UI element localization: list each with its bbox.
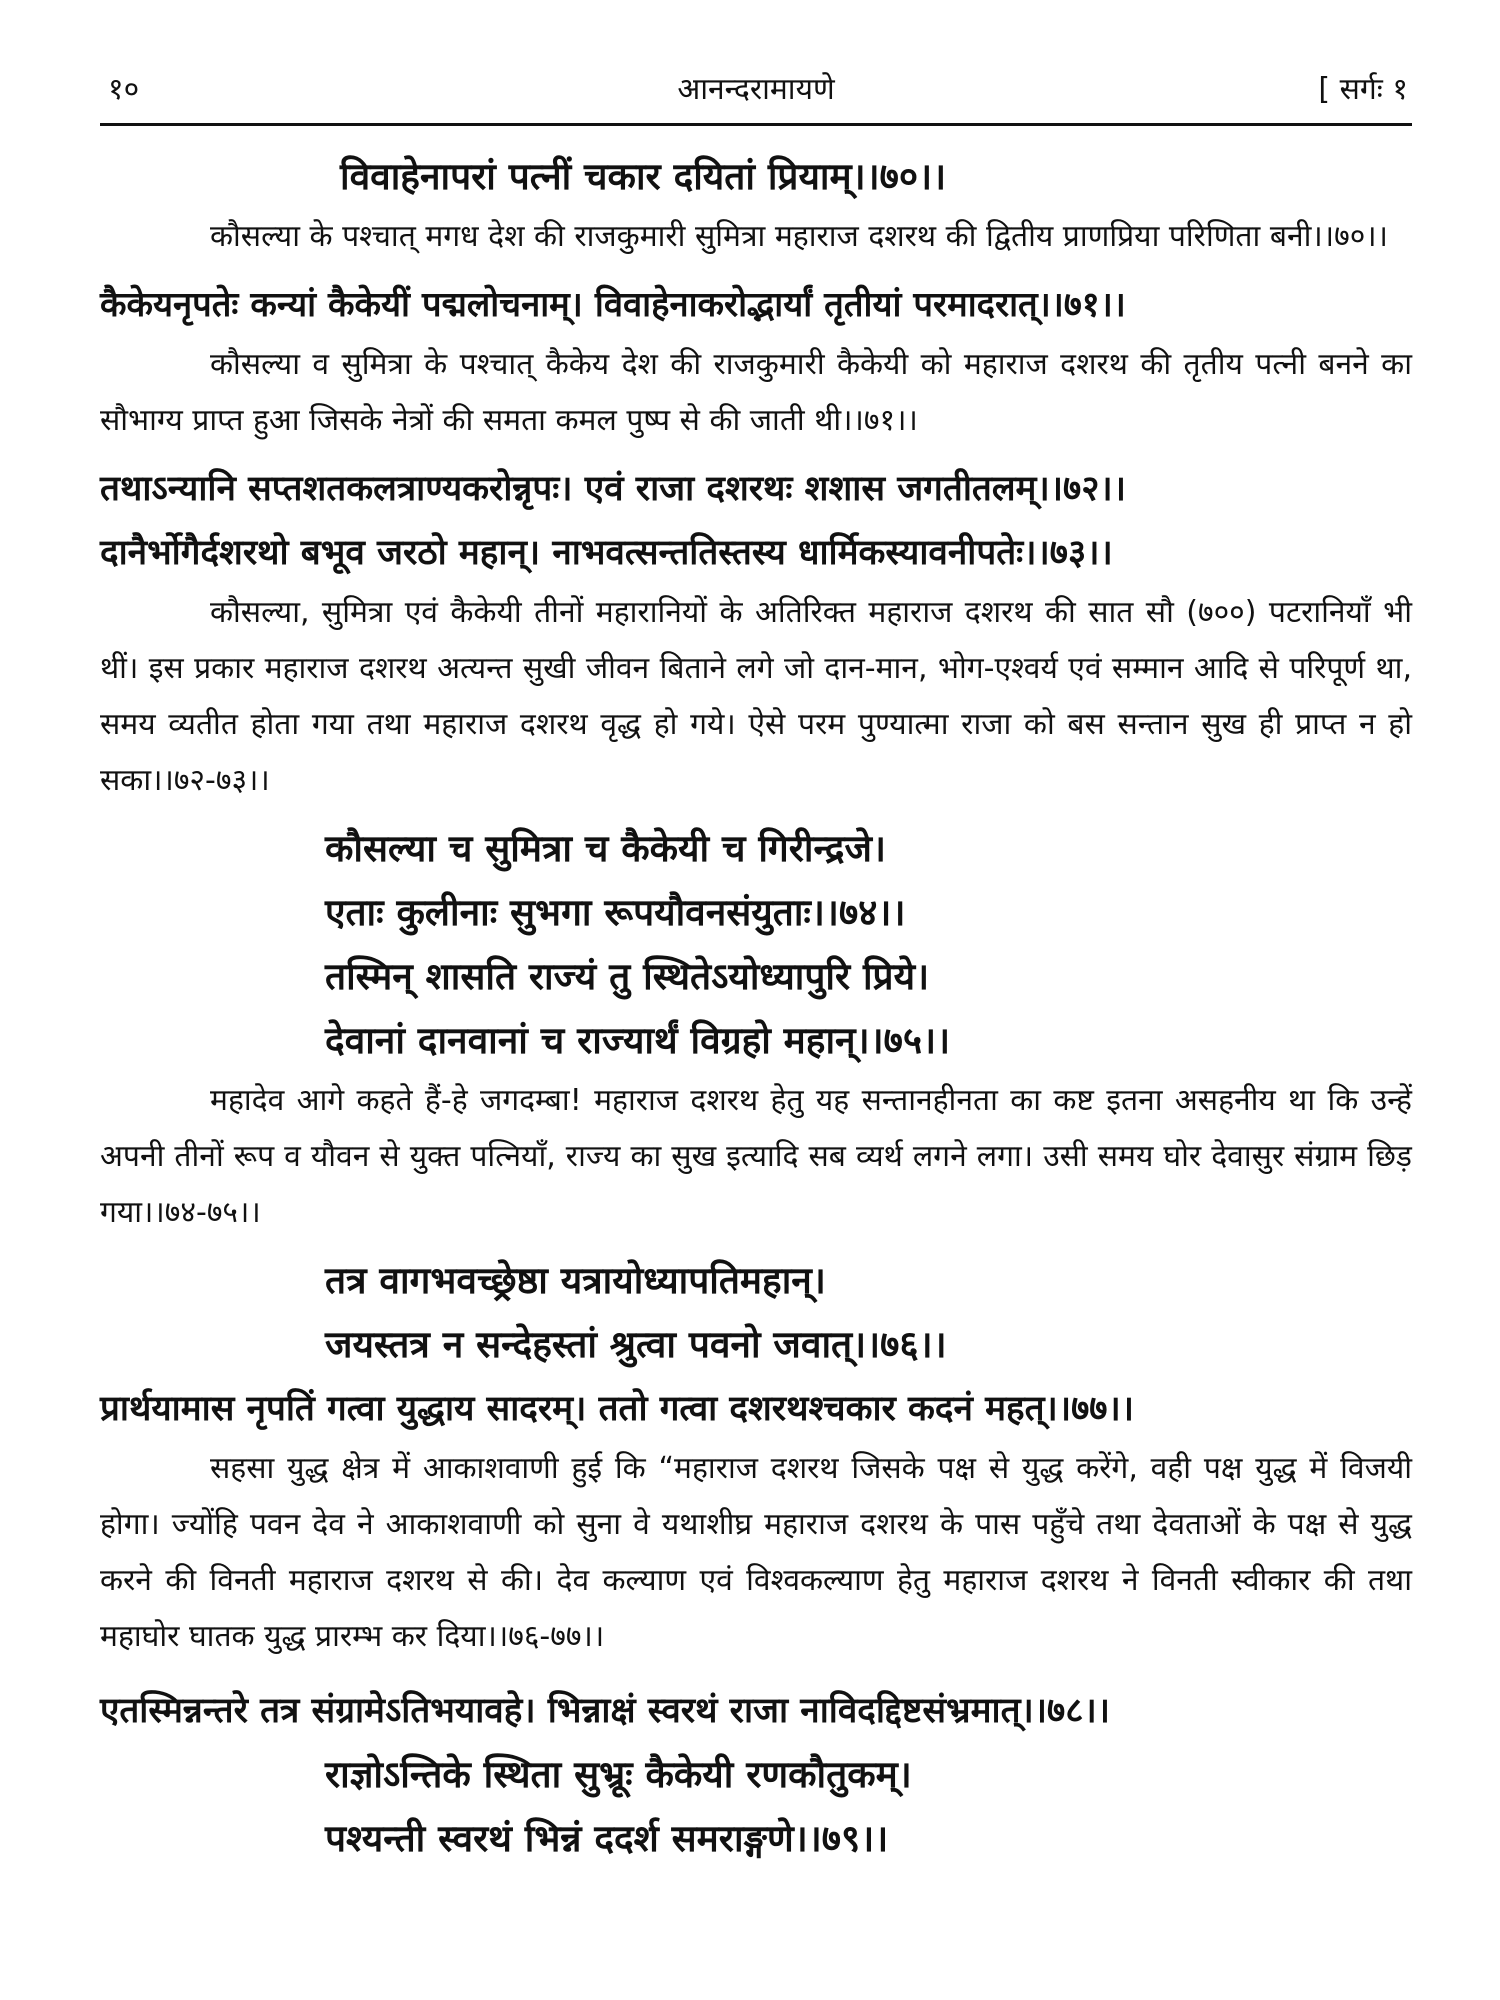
page-header — [100, 55, 1412, 115]
commentary-72-73: कौसल्या, सुमित्रा एवं कैकेयी तीनों महारानियों के अतिरिक्त महाराज दशरथ की सात सौ (७००) पटरानियाँ भी थीं। इस प्रकार महाराज दशरथ अत्यन्त सुखी जीवन बिताने लगे जो दान-मान, भोग-एश्वर्य एवं सम्मान आदि से परिपूर्ण था, समय व्यतीत होता गया तथा महाराज दशरथ वृद्ध हो गये। ऐसे परम पुण्यात्मा राजा को बस सन्तान सुख ही प्राप्त न हो सका।।७२-७३।। — [100, 595, 1412, 798]
page-body — [100, 145, 1412, 1871]
header-rule — [100, 123, 1412, 126]
verse-74b: एताः कुलीनाः सुभगा रूपयौवनसंयुताः।।७४।। — [325, 891, 906, 934]
verse-73: दानैर्भोगैर्दशरथो बभूव जरठो महान्। नाभवत्सन्ततिस्तस्य धार्मिकस्यावनीपतेः।।७३।। — [100, 533, 1113, 573]
verse-79b: पश्यन्ती स्वरथं भिन्नं ददर्श समराङ्गणे।।७९।। — [325, 1817, 889, 1860]
verse-76b: जयस्तत्र न सन्देहस्तां श्रुत्वा पवनो जवात्।।७६।। — [325, 1323, 947, 1366]
verse-72: तथाऽन्यानि सप्तशतकलत्राण्यकरोन्नृपः। एवं राजा दशरथः शशास जगतीतलम्।।७२।। — [100, 469, 1126, 509]
verse-75a: तस्मिन् शासति राज्यं तु स्थितेऽयोध्यापुरि प्रिये। — [325, 955, 930, 998]
section-label: [ सर्गः १ — [1318, 72, 1408, 107]
verse-71: कैकेयनृपतेः कन्यां कैकेयीं पद्मलोचनाम्। विवाहेनाकरोद्भार्यां तृतीयां परमादरात्।।७१।। — [100, 285, 1126, 325]
book-title: आनन्दरामायणे — [677, 72, 835, 107]
verse-74a: कौसल्या च सुमित्रा च कैकेयी च गिरीन्द्रजे। — [325, 827, 887, 870]
commentary-71: कौसल्या व सुमित्रा के पश्चात् कैकेय देश की राजकुमारी कैकेयी को महाराज दशरथ की तृतीय पत्नी बनने का सौभाग्य प्राप्त हुआ जिसके नेत्रों की समता कमल पुष्प से की जाती थी।।७१।। — [100, 347, 1412, 438]
verse-78: एतस्मिन्नन्तरे तत्र संग्रामेऽतिभयावहे। भिन्नाक्षं स्वरथं राजा नाविदद्दिष्टसंभ्रमात्।।७८।। — [100, 1691, 1110, 1731]
verse-76a: तत्र वागभवच्छ्रेष्ठा यत्रायोध्यापतिमहान्। — [325, 1259, 826, 1302]
commentary-74-75: महादेव आगे कहते हैं-हे जगदम्बा! महाराज दशरथ हेतु यह सन्तानहीनता का कष्ट इतना असहनीय था कि उन्हें अपनी तीनों रूप व यौवन से युक्त पत्नियाँ, राज्य का सुख इत्यादि सब व्यर्थ लगने लगा। उसी समय घोर देवासुर संग्राम छिड़ गया।।७४-७५।। — [100, 1083, 1412, 1230]
verse-75b: देवानां दानवानां च राज्यार्थं विग्रहो महान्।।७५।। — [325, 1019, 951, 1062]
commentary-76-77: सहसा युद्ध क्षेत्र में आकाशवाणी हुई कि “महाराज दशरथ जिसके पक्ष से युद्ध करेंगे, वही पक्ष युद्ध में विजयी होगा। ज्योंहि पवन देव ने आकाशवाणी को सुना वे यथाशीघ्र महाराज दशरथ के पास पहुँचे तथा देवताओं के पक्ष से युद्ध करने की विनती महाराज दशरथ से की। देव कल्याण एवं विश्वकल्याण हेतु महाराज दशरथ ने विनती स्वीकार की तथा महाघोर घातक युद्ध प्रारम्भ कर दिया।।७६-७७।। — [100, 1451, 1412, 1654]
commentary-70: कौसल्या के पश्चात् मगध देश की राजकुमारी सुमित्रा महाराज दशरथ की द्वितीय प्राणप्रिया परिणिता बनी।।७०।। — [210, 219, 1389, 254]
verse-70: विवाहेनापरां पत्नीं चकार दयितां प्रियाम्।।७०।। — [340, 155, 947, 198]
page — [100, 55, 1412, 1860]
verse-79a: राज्ञोऽन्तिके स्थिता सुभ्रूः कैकेयी रणकौतुकम्। — [325, 1753, 912, 1796]
page-number: १० — [108, 72, 140, 107]
verse-77: प्रार्थयामास नृपतिं गत्वा युद्धाय सादरम्। ततो गत्वा दशरथश्चकार कदनं महत्।।७७।। — [100, 1389, 1135, 1429]
